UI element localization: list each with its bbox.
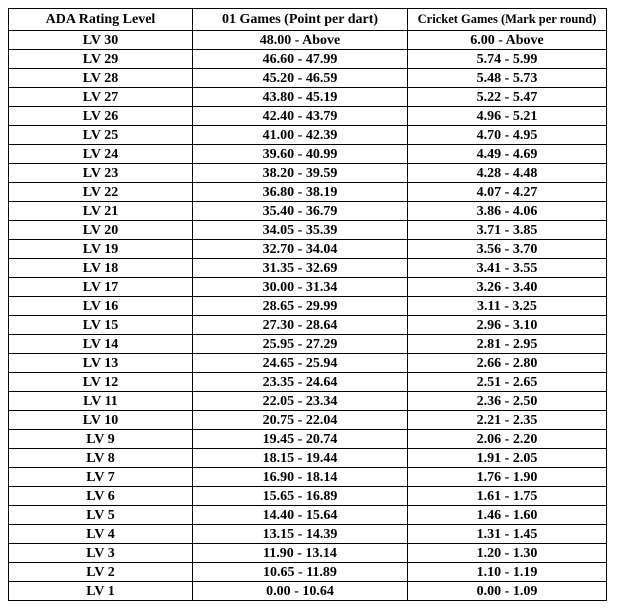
table-row xyxy=(9,544,607,563)
cell-rating-level: LV 17 xyxy=(9,278,193,297)
cell-cricket-games: 2.21 - 2.35 xyxy=(408,411,607,430)
cell-01-games: 16.90 - 18.14 xyxy=(193,468,408,487)
cell-01-games: 27.30 - 28.64 xyxy=(193,316,408,335)
table-row xyxy=(9,392,607,411)
cell-01-games: 46.60 - 47.99 xyxy=(193,50,408,69)
table-row xyxy=(9,487,607,506)
table-row xyxy=(9,582,607,601)
cell-rating-level: LV 22 xyxy=(9,183,193,202)
table-row xyxy=(9,88,607,107)
cell-rating-level: LV 25 xyxy=(9,126,193,145)
header-01-games: 01 Games (Point per dart) xyxy=(193,9,408,31)
cell-01-games: 0.00 - 10.64 xyxy=(193,582,408,601)
cell-01-games: 30.00 - 31.34 xyxy=(193,278,408,297)
cell-cricket-games: 1.61 - 1.75 xyxy=(408,487,607,506)
cell-rating-level: LV 8 xyxy=(9,449,193,468)
cell-01-games: 23.35 - 24.64 xyxy=(193,373,408,392)
table-row xyxy=(9,31,607,50)
cell-rating-level: LV 3 xyxy=(9,544,193,563)
cell-cricket-games: 1.20 - 1.30 xyxy=(408,544,607,563)
cell-rating-level: LV 4 xyxy=(9,525,193,544)
ada-rating-table xyxy=(8,8,607,601)
cell-rating-level: LV 26 xyxy=(9,107,193,126)
table-row xyxy=(9,126,607,145)
cell-cricket-games: 1.10 - 1.19 xyxy=(408,563,607,582)
cell-cricket-games: 2.96 - 3.10 xyxy=(408,316,607,335)
table-row xyxy=(9,335,607,354)
cell-01-games: 34.05 - 35.39 xyxy=(193,221,408,240)
table-row xyxy=(9,449,607,468)
cell-01-games: 48.00 - Above xyxy=(193,31,408,50)
cell-rating-level: LV 15 xyxy=(9,316,193,335)
table-row xyxy=(9,145,607,164)
cell-cricket-games: 2.66 - 2.80 xyxy=(408,354,607,373)
cell-rating-level: LV 27 xyxy=(9,88,193,107)
cell-01-games: 32.70 - 34.04 xyxy=(193,240,408,259)
table-row xyxy=(9,316,607,335)
table-header xyxy=(9,9,607,31)
table-row xyxy=(9,278,607,297)
cell-cricket-games: 1.46 - 1.60 xyxy=(408,506,607,525)
cell-cricket-games: 3.41 - 3.55 xyxy=(408,259,607,278)
cell-01-games: 20.75 - 22.04 xyxy=(193,411,408,430)
cell-rating-level: LV 20 xyxy=(9,221,193,240)
cell-01-games: 36.80 - 38.19 xyxy=(193,183,408,202)
cell-cricket-games: 2.06 - 2.20 xyxy=(408,430,607,449)
table-row xyxy=(9,259,607,278)
table-body xyxy=(9,31,607,601)
cell-01-games: 10.65 - 11.89 xyxy=(193,563,408,582)
table-row xyxy=(9,563,607,582)
cell-cricket-games: 4.28 - 4.48 xyxy=(408,164,607,183)
table-row xyxy=(9,183,607,202)
cell-01-games: 15.65 - 16.89 xyxy=(193,487,408,506)
cell-cricket-games: 3.56 - 3.70 xyxy=(408,240,607,259)
cell-cricket-games: 3.71 - 3.85 xyxy=(408,221,607,240)
table-row xyxy=(9,164,607,183)
table-row xyxy=(9,468,607,487)
cell-01-games: 22.05 - 23.34 xyxy=(193,392,408,411)
rating-table-container xyxy=(8,8,607,601)
cell-rating-level: LV 14 xyxy=(9,335,193,354)
cell-cricket-games: 2.81 - 2.95 xyxy=(408,335,607,354)
cell-rating-level: LV 2 xyxy=(9,563,193,582)
cell-rating-level: LV 11 xyxy=(9,392,193,411)
cell-01-games: 24.65 - 25.94 xyxy=(193,354,408,373)
cell-rating-level: LV 28 xyxy=(9,69,193,88)
cell-cricket-games: 3.86 - 4.06 xyxy=(408,202,607,221)
header-row xyxy=(9,9,607,31)
cell-rating-level: LV 24 xyxy=(9,145,193,164)
table-row xyxy=(9,240,607,259)
cell-cricket-games: 5.74 - 5.99 xyxy=(408,50,607,69)
cell-01-games: 38.20 - 39.59 xyxy=(193,164,408,183)
table-row xyxy=(9,69,607,88)
cell-01-games: 42.40 - 43.79 xyxy=(193,107,408,126)
cell-01-games: 18.15 - 19.44 xyxy=(193,449,408,468)
cell-01-games: 25.95 - 27.29 xyxy=(193,335,408,354)
table-row xyxy=(9,107,607,126)
cell-cricket-games: 3.26 - 3.40 xyxy=(408,278,607,297)
table-row xyxy=(9,354,607,373)
cell-cricket-games: 0.00 - 1.09 xyxy=(408,582,607,601)
cell-cricket-games: 4.49 - 4.69 xyxy=(408,145,607,164)
cell-cricket-games: 2.51 - 2.65 xyxy=(408,373,607,392)
cell-cricket-games: 3.11 - 3.25 xyxy=(408,297,607,316)
cell-cricket-games: 1.91 - 2.05 xyxy=(408,449,607,468)
cell-cricket-games: 5.48 - 5.73 xyxy=(408,69,607,88)
table-row xyxy=(9,373,607,392)
cell-01-games: 43.80 - 45.19 xyxy=(193,88,408,107)
cell-cricket-games: 5.22 - 5.47 xyxy=(408,88,607,107)
cell-rating-level: LV 12 xyxy=(9,373,193,392)
cell-rating-level: LV 23 xyxy=(9,164,193,183)
cell-cricket-games: 4.70 - 4.95 xyxy=(408,126,607,145)
cell-cricket-games: 6.00 - Above xyxy=(408,31,607,50)
cell-01-games: 14.40 - 15.64 xyxy=(193,506,408,525)
cell-rating-level: LV 29 xyxy=(9,50,193,69)
table-row xyxy=(9,411,607,430)
cell-cricket-games: 1.31 - 1.45 xyxy=(408,525,607,544)
table-row xyxy=(9,430,607,449)
cell-rating-level: LV 7 xyxy=(9,468,193,487)
cell-01-games: 31.35 - 32.69 xyxy=(193,259,408,278)
cell-cricket-games: 1.76 - 1.90 xyxy=(408,468,607,487)
cell-rating-level: LV 1 xyxy=(9,582,193,601)
table-row xyxy=(9,221,607,240)
table-row xyxy=(9,525,607,544)
cell-cricket-games: 4.07 - 4.27 xyxy=(408,183,607,202)
cell-rating-level: LV 5 xyxy=(9,506,193,525)
header-cricket-games: Cricket Games (Mark per round) xyxy=(408,9,607,31)
header-rating-level: ADA Rating Level xyxy=(9,9,193,31)
cell-01-games: 41.00 - 42.39 xyxy=(193,126,408,145)
table-row xyxy=(9,506,607,525)
cell-rating-level: LV 13 xyxy=(9,354,193,373)
cell-01-games: 19.45 - 20.74 xyxy=(193,430,408,449)
cell-cricket-games: 4.96 - 5.21 xyxy=(408,107,607,126)
cell-rating-level: LV 21 xyxy=(9,202,193,221)
cell-rating-level: LV 30 xyxy=(9,31,193,50)
cell-rating-level: LV 18 xyxy=(9,259,193,278)
cell-01-games: 13.15 - 14.39 xyxy=(193,525,408,544)
cell-rating-level: LV 19 xyxy=(9,240,193,259)
cell-rating-level: LV 9 xyxy=(9,430,193,449)
cell-01-games: 28.65 - 29.99 xyxy=(193,297,408,316)
cell-01-games: 39.60 - 40.99 xyxy=(193,145,408,164)
cell-rating-level: LV 6 xyxy=(9,487,193,506)
cell-01-games: 45.20 - 46.59 xyxy=(193,69,408,88)
table-row xyxy=(9,297,607,316)
cell-rating-level: LV 16 xyxy=(9,297,193,316)
cell-01-games: 35.40 - 36.79 xyxy=(193,202,408,221)
cell-cricket-games: 2.36 - 2.50 xyxy=(408,392,607,411)
cell-01-games: 11.90 - 13.14 xyxy=(193,544,408,563)
table-row xyxy=(9,202,607,221)
table-row xyxy=(9,50,607,69)
cell-rating-level: LV 10 xyxy=(9,411,193,430)
